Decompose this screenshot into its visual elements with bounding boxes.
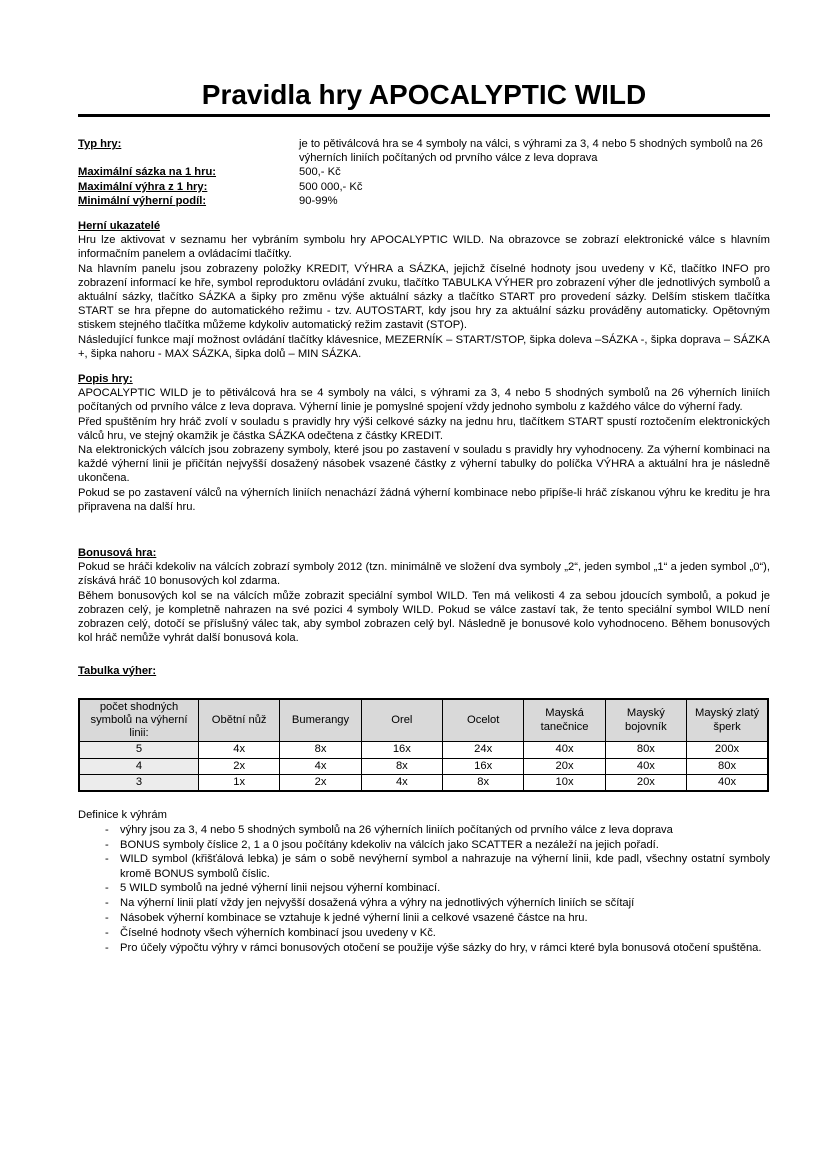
definition-item (105, 852, 770, 880)
table-cell: 3 (79, 774, 199, 791)
win-table-heading: Tabulka výher: (78, 664, 157, 677)
paragraph: Na elektronických válcích jsou zobrazeny symboly, které jsou po zastavení v souladu s pravidly hry vyhodnoceny. Za výherní kombinaci na každé výherní linii je přičítán nejvyšší dosažený násobek vsazené částky z výherní tabulky do políčka VÝHRA a aktuální hra je následně ukončena. (78, 444, 770, 485)
table-cell: 5 (79, 742, 199, 758)
table-cell: 2x (199, 758, 280, 774)
table-cell: 24x (443, 742, 524, 758)
table-row (79, 758, 768, 774)
column-header: počet shodných symbolů na výherní linii: (79, 699, 199, 742)
definition-text: Násobek výherní kombinace se vztahuje k jedné výherní linii a celkové vsazené částce na hru. (120, 911, 588, 924)
spec-block (78, 137, 770, 208)
header-row (79, 699, 768, 742)
paragraph: Během bonusových kol se na válcích může zobrazit speciální symbol WILD. Ten má velikosti 4 za sebou jdoucích symbolů, a pokud je zobrazen celý, je kompletně nahrazen na své pozici 4 symboly WILD. Pokud se válce zastaví tak, že tento speciální symbol WILD není zobrazen celý, dotočí se příslušný válec tak, aby symbol zobrazen celý byl. Následně je bonusové kolo vyhodnoceno. Během bonusových kol hráč nemůže vyhrát další bonusová kola. (78, 589, 770, 645)
section-herni-ukazatele (78, 219, 770, 361)
table-cell: 4x (199, 742, 280, 758)
column-header: Bumerangy (280, 699, 361, 742)
definition-text: výhry jsou za 3, 4 nebo 5 shodných symbolů na 26 výherních liniích počítaných od prvního válce z leva doprava (120, 823, 673, 836)
spec-value: 500,- Kč (299, 166, 341, 179)
bullet-dash: - (105, 941, 109, 954)
definition-text: Na výherní linii platí vždy jen nejvyšší dosažená výhra a výhry na jednotlivých výherních liniích se sčítají (120, 897, 635, 910)
table-cell: 20x (524, 758, 605, 774)
definition-item (105, 911, 770, 925)
spec-row-typ-hry (78, 137, 770, 165)
spec-label: Minimální výherní podíl: (78, 194, 207, 207)
table-row (79, 742, 768, 758)
table-cell: 4 (79, 758, 199, 774)
table-cell: 40x (524, 742, 605, 758)
spec-row-min-podil (78, 194, 770, 208)
section-heading: Popis hry: (78, 373, 133, 386)
paragraph: Hru lze aktivovat v seznamu her vybráním symbolu hry APOCALYPTIC WILD. Na obrazovce se zobrazí elektronické válce s hlavním informačním panelem a ovládacími tlačítky. (78, 234, 770, 261)
table-cell: 16x (443, 758, 524, 774)
spec-label: Maximální sázka na 1 hru: (78, 166, 217, 179)
definitions-section (78, 808, 770, 955)
definition-text: Číselné hodnoty všech výherních kombinací jsou uvedeny v Kč. (120, 926, 436, 939)
paragraph: Na hlavním panelu jsou zobrazeny položky KREDIT, VÝHRA a SÁZKA, jejichž číselné hodnoty jsou uvedeny v Kč, tlačítko INFO pro zobrazení informací ke hře, symbol reproduktoru ovládání zvuku, tlačítko TABULKA VÝHER pro zobrazení výher dle jednotlivých symbolů a aktuální sázky, tlačítko SÁZKA a šipky pro změnu výše aktuální sázky a tlačítko START pro provedení sázky. Delším stiskem tlačítka START se hra přepne do automatického režimu - tzv. AUTOSTART, kdy jsou hry za aktuální sázku prováděny automaticky. Opětovným stiskem stejného tlačítka můžeme kdykoliv automatický režim zastavit (STOP). (78, 262, 770, 332)
definition-item (105, 896, 770, 910)
definition-item (105, 881, 770, 895)
page-title: Pravidla hry APOCALYPTIC WILD (201, 79, 647, 110)
definition-text: BONUS symboly číslice 2, 1 a 0 jsou počítány kdekoliv na válcích jako SCATTER a nezáleží na jejich pořadí. (120, 838, 659, 851)
definition-text: Pro účely výpočtu výhry v rámci bonusových otočení se použije výše sázky do hry, v rámci které byla bonusová otočení spuštěna. (120, 941, 762, 954)
bullet-dash: - (105, 926, 109, 939)
column-header: Ocelot (443, 699, 524, 742)
table-cell: 40x (687, 774, 768, 791)
bullet-dash: - (105, 897, 109, 910)
column-header: Obětní nůž (199, 699, 280, 742)
definitions-heading: Definice k výhrám (78, 808, 167, 821)
win-table (78, 698, 769, 792)
section-popis-hry (78, 372, 770, 514)
column-header: Mayský bojovník (605, 699, 686, 742)
paragraph: Před spuštěním hry hráč zvolí v souladu s pravidly hry výši celkové sázky na jednu hru, tlačítkem START spustí roztočením elektronických válců hru, ve stejný okamžik je částka SÁZKA odečtena z částky KREDIT. (78, 415, 770, 442)
definition-item (105, 926, 770, 940)
table-cell: 8x (361, 758, 442, 774)
table-cell: 16x (361, 742, 442, 758)
definition-item (105, 838, 770, 852)
definitions-list (105, 823, 770, 955)
bullet-dash: - (105, 823, 109, 836)
table-cell: 200x (687, 742, 768, 758)
spec-row-max-sazka (78, 165, 770, 179)
table-cell: 10x (524, 774, 605, 791)
bullet-dash: - (105, 853, 109, 866)
bullet-dash: - (105, 838, 109, 851)
paragraph: APOCALYPTIC WILD je to pětiválcová hra se 4 symboly na válci, s výhrami za 3, 4 nebo 5 shodných symbolů na 26 výherních liniích počítaných od prvního válce z leva doprava. Výherní linie je pomyslné spojení vždy jednoho symbolu z každého válce do výherní řady. (78, 387, 770, 414)
spec-label: Typ hry: (78, 138, 122, 150)
bullet-dash: - (105, 911, 109, 924)
column-header: Mayská tanečnice (524, 699, 605, 742)
table-cell: 8x (280, 742, 361, 758)
win-table-body (79, 742, 768, 791)
section-heading: Herní ukazatelé (78, 220, 161, 233)
bullet-dash: - (105, 882, 109, 895)
table-row (79, 774, 768, 791)
table-cell: 8x (443, 774, 524, 791)
section-heading: Bonusová hra: (78, 547, 157, 560)
table-cell: 2x (280, 774, 361, 791)
spec-row-max-vyhra (78, 180, 770, 194)
definition-text: WILD symbol (křišťálová lebka) je sám o sobě nevýherní symbol a nahrazuje na výherní linii, kde padl, všechny ostatní symboly kromě BONUS symbolů číslic. (120, 853, 770, 880)
section-tabulka-vyher (78, 664, 770, 792)
definition-item (105, 823, 770, 837)
spec-value: 90-99% (299, 194, 338, 207)
column-header: Orel (361, 699, 442, 742)
paragraph: Následující funkce mají možnost ovládání tlačítky klávesnice, MEZERNÍK – START/STOP, šipka doleva –SÁZKA -, šipka doprava – SÁZKA +, šipka nahoru - MAX SÁZKA, šipka dolů – MIN SÁZKA. (78, 333, 770, 360)
table-cell: 4x (361, 774, 442, 791)
table-cell: 80x (605, 742, 686, 758)
section-bonusova-hra (78, 546, 770, 645)
paragraph: Pokud se po zastavení válců na výherních liniích nenachází žádná výherní kombinace nebo připíše-li hráč získanou výhru ke kreditu je hra připravena na další hru. (78, 486, 770, 513)
table-cell: 4x (280, 758, 361, 774)
definition-text: 5 WILD symbolů na jedné výherní linii nejsou výherní kombinací. (120, 882, 441, 895)
win-table-head (79, 699, 768, 742)
spec-value: je to pětiválcová hra se 4 symboly na válci, s výhrami za 3, 4 nebo 5 shodných symbolů na 26 výherních liniích počítaných od prvního válce z leva doprava (299, 138, 763, 165)
table-cell: 20x (605, 774, 686, 791)
paragraph: Pokud se hráči kdekoliv na válcích zobrazí symboly 2012 (tzn. minimálně ve složení dva symboly „2“, jeden symbol „1“ a jeden symbol „0“), získává hráč 10 bonusových kol zdarma. (78, 561, 770, 588)
title-rule (78, 114, 770, 117)
definition-item (105, 941, 770, 955)
table-cell: 40x (605, 758, 686, 774)
spec-value: 500 000,- Kč (299, 180, 363, 193)
table-cell: 1x (199, 774, 280, 791)
spec-label: Maximální výhra z 1 hry: (78, 180, 208, 193)
column-header: Mayský zlatý šperk (687, 699, 768, 742)
table-cell: 80x (687, 758, 768, 774)
